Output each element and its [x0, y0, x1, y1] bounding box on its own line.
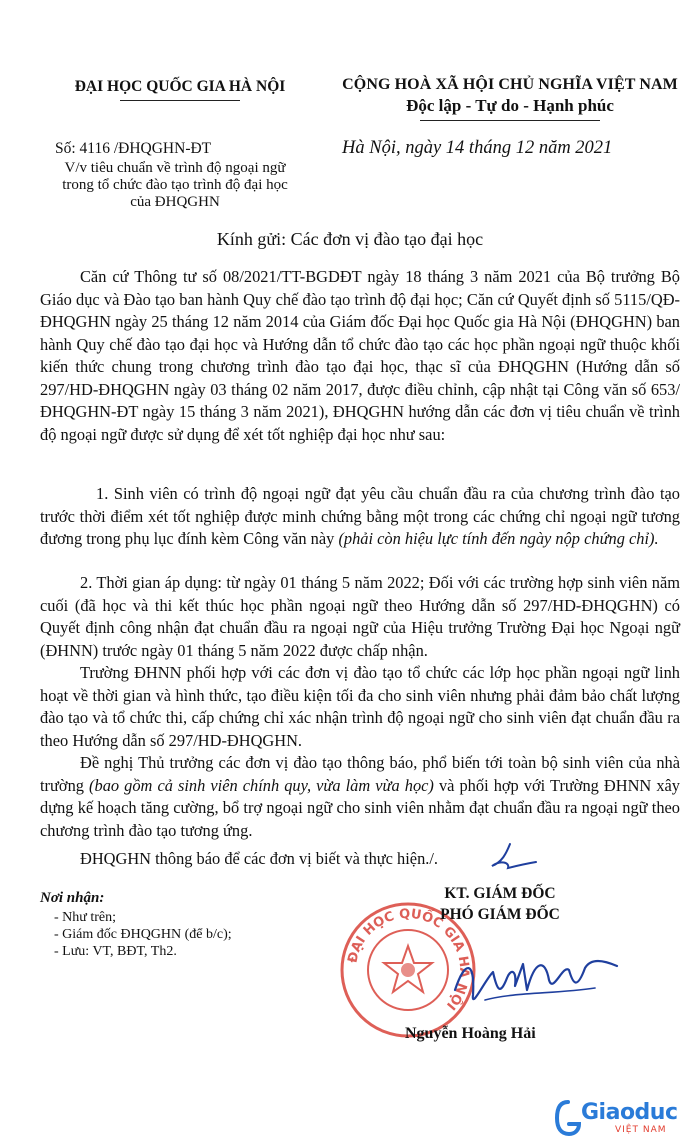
signer-name: Nguyễn Hoàng Hải	[405, 1025, 536, 1042]
receivers-block	[40, 890, 232, 960]
handwritten-signature-icon	[445, 950, 625, 1020]
left-header	[30, 78, 330, 101]
document-subject	[20, 160, 330, 211]
brand-watermark	[555, 1098, 695, 1138]
initial-signature-icon	[480, 840, 540, 876]
org-name: ĐẠI HỌC QUỐC GIA HÀ NỘI	[74, 78, 286, 95]
signature-block	[400, 885, 600, 924]
paragraph-text: Đề nghị Thủ trưởng các đơn vị đào tạo thông báo, phổ biến tới toàn bộ sinh viên của nhà trường	[40, 753, 680, 795]
receivers-title: Nơi nhận:	[40, 890, 105, 906]
paragraph-closing	[40, 848, 680, 871]
right-header-rule	[420, 120, 600, 121]
signature-title-position: PHÓ GIÁM ĐỐC	[440, 906, 560, 923]
subject-line: V/v tiêu chuẩn về trình độ ngoại ngữ	[64, 160, 286, 176]
paragraph-item-1	[40, 483, 680, 551]
subject-line: trong tổ chức đào tạo trình độ đại học	[62, 177, 288, 193]
brand-name: Giaoduc	[581, 1100, 678, 1125]
left-header-rule	[120, 100, 240, 101]
document-number: Số: 4116 /ĐHQGHN-ĐT	[55, 140, 212, 157]
paragraph-text: 2. Thời gian áp dụng: từ ngày 01 tháng 5 năm 2022; Đối với các trường hợp sinh viên năm cuối (đã học và thi kết thúc học phần ngoại ngữ theo Hướng dẫn số 297/HD-ĐHQGHN) có Quyết định công nhận đạt chuẩn đầu ra ngoại ngữ của Hiệu trưởng Trường Đại học Ngoại ngữ (ĐHNN) trước ngày 01 tháng 5 năm 2022 được chấp nhận.	[40, 573, 680, 660]
recipient: Kính gửi: Các đơn vị đào tạo đại học	[216, 229, 484, 249]
receiver-item: - Như trên;	[54, 910, 117, 925]
paragraph-request	[40, 752, 680, 842]
brand-subtitle: VIỆT NAM	[615, 1125, 667, 1135]
paragraph-italic-note: (bao gồm cả sinh viên chính quy, vừa làm vừa học)	[89, 775, 434, 795]
paragraph-cooperation	[40, 662, 680, 752]
subject-line: của ĐHQGHN	[130, 194, 220, 210]
receiver-item: - Giám đốc ĐHQGHN (để b/c);	[54, 927, 232, 942]
brand-logo-icon	[555, 1100, 581, 1136]
paragraph-text: Căn cứ Thông tư số 08/2021/TT-BGDĐT ngày 18 tháng 3 năm 2021 của Bộ trưởng Bộ Giáo dục và Đào tạo ban hành Quy chế đào tạo trình độ đại học; Căn cứ Quyết định số 5115/QĐ-ĐHQGHN ngày 25 tháng 12 năm 2014 của Giám đốc Đại học Quốc gia Hà Nội (ĐHQGHN) ban hành Quy chế đào tạo đại học và Hướng dẫn tổ chức đào tạo các học phần ngoại ngữ thuộc khối kiến thức chung trong chương trình đào tạo đại học, thạc sĩ của ĐHQGHN (Hướng dẫn số 297/HD-ĐHQGHN ngày 03 tháng 02 năm 2017, được điều chỉnh, cập nhật tại Công văn số 653/ĐHQGHN-ĐT ngày 15 tháng 3 năm 2021), ĐHQGHN hướng dẫn các đơn vị tiêu chuẩn về trình độ ngoại ngữ được sử dụng để xét tốt nghiệp đại học như sau:	[40, 267, 680, 444]
right-header	[325, 76, 695, 121]
receiver-item: - Lưu: VT, BĐT, Th2.	[54, 944, 177, 959]
nation-title: CỘNG HOÀ XÃ HỘI CHỦ NGHĨA VIỆT NAM	[342, 76, 678, 93]
paragraph-text: Trường ĐHNN phối hợp với các đơn vị đào tạo tổ chức các lớp học phần ngoại ngữ linh hoạt về thời gian và hình thức, tạo điều kiện tối đa cho sinh viên nhưng phải đảm bảo chất lượng đào tạo và tổ chức thi, cấp chứng chỉ xác nhận trình độ ngoại ngữ cho sinh viên đạt chuẩn đầu ra theo Hướng dẫn số 297/HD-ĐHQGHN.	[40, 663, 680, 750]
paragraph-text: và phối hợp với Trường ĐHNN xây dựng kế hoạch tăng cường, bổ trợ ngoại ngữ cho sinh viên nhằm đạt chuẩn đầu ra ngoại ngữ theo chương trình đào tạo tương ứng.	[40, 775, 680, 840]
paragraph-text: ĐHQGHN thông báo để các đơn vị biết và thực hiện./.	[80, 849, 439, 868]
paragraph-text: 1. Sinh viên có trình độ ngoại ngữ đạt yêu cầu chuẩn đầu ra của chương trình đào tạo trước thời điểm xét tốt nghiệp được minh chứng bằng một trong các chứng chỉ ngoại ngữ tương đương trong phụ lục đính kèm Công văn này	[40, 484, 680, 548]
motto: Độc lập - Tự do - Hạnh phúc	[406, 96, 614, 115]
paragraph-italic-note: (phải còn hiệu lực tính đến ngày nộp chứng chỉ).	[338, 529, 659, 548]
place-date: Hà Nội, ngày 14 tháng 12 năm 2021	[342, 138, 613, 158]
paragraph-item-2	[40, 572, 680, 662]
paragraph-legal-basis	[40, 266, 680, 446]
signature-title-deputy: KT. GIÁM ĐỐC	[444, 885, 556, 902]
seal-text: ĐẠI HỌC QUỐC GIA HÀ NỘI	[345, 906, 472, 1013]
